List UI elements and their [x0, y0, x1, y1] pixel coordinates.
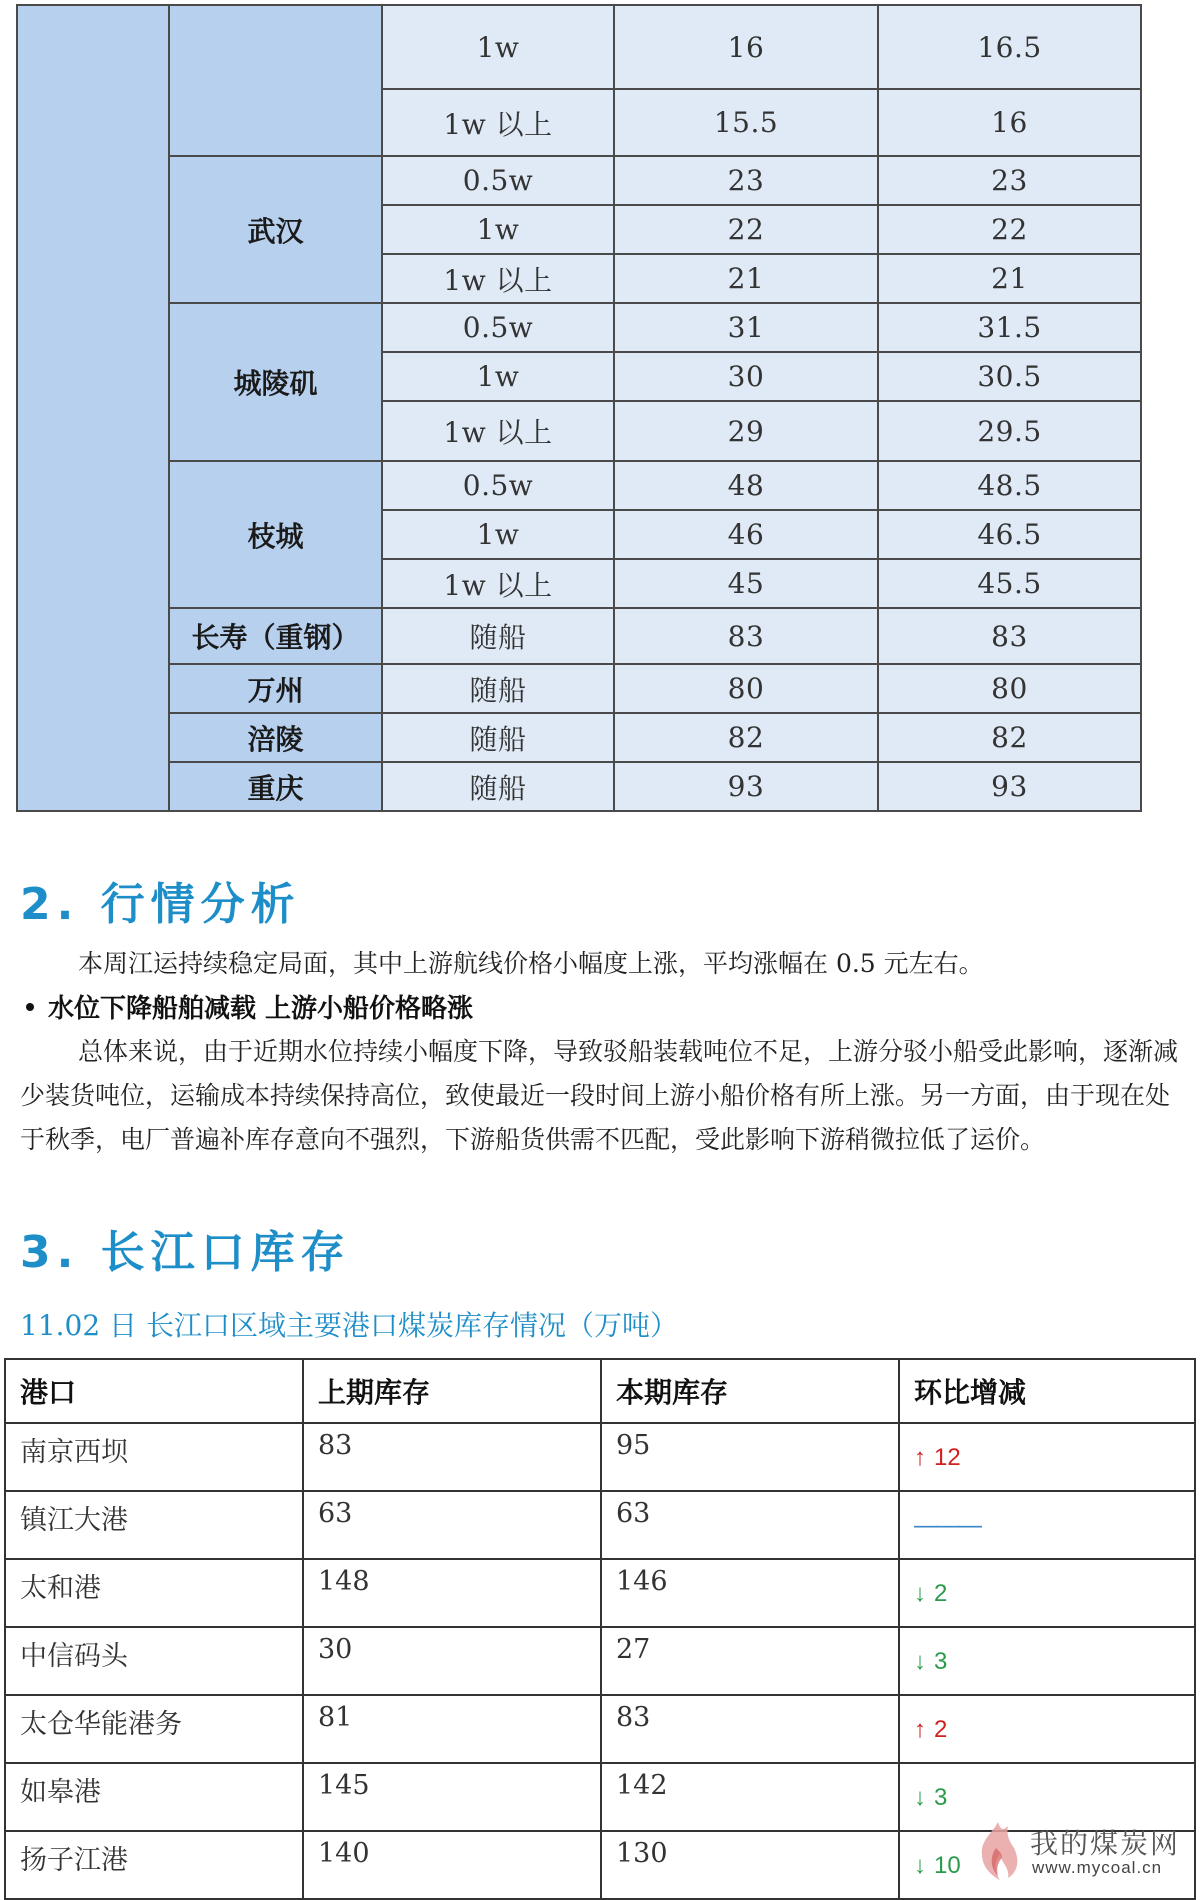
change-value: 3: [934, 1784, 948, 1811]
prev-price-cell: 30: [614, 352, 878, 401]
prev-price-cell: 48: [614, 461, 878, 510]
prev-stock-cell: 83: [303, 1423, 601, 1491]
port-cell: 中信码头: [5, 1627, 303, 1695]
change-value: 2: [934, 1716, 948, 1743]
prev-stock-cell: 148: [303, 1559, 601, 1627]
port-cell: 镇江大港: [5, 1491, 303, 1559]
curr-price-cell: 30.5: [878, 352, 1141, 401]
spec-cell: 0.5w: [382, 303, 614, 352]
intro-paragraph: 本周江运持续稳定局面，其中上游航线价格小幅度上涨，平均涨幅在 0.5 元左右。: [78, 949, 984, 978]
curr-price-cell: 48.5: [878, 461, 1141, 510]
table-row: [5, 1559, 1195, 1627]
curr-price-cell: 22: [878, 205, 1141, 254]
body-paragraph: 总体来说，由于近期水位持续小幅度下降，导致驳船装载吨位不足，上游分驳小船受此影响，逐渐减少装货吨位，运输成本持续保持高位，致使最近一段时间上游小船价格有所上涨。另一方面，由于现在处于秋季，电厂普遍补库存意向不强烈，下游船货供需不匹配，受此影响下游稍微拉低了运价。: [20, 1037, 1179, 1154]
arrow-down-icon: ↓: [914, 1580, 926, 1607]
prev-price-cell: 16: [614, 5, 878, 89]
freight-rate-table: [16, 4, 1142, 812]
change-cell: [899, 1491, 1195, 1559]
inventory-table-caption: 11.02 日 长江口区域主要港口煤炭库存情况（万吨）: [20, 1309, 678, 1342]
change-indicator: [914, 1512, 980, 1540]
curr-price-cell: 46.5: [878, 510, 1141, 559]
spec-cell: 随船: [382, 664, 614, 713]
curr-stock-cell: 27: [601, 1627, 899, 1695]
curr-stock-cell: 95: [601, 1423, 899, 1491]
bullet-dot-icon: [26, 1003, 34, 1011]
port-cell: 武汉: [169, 156, 382, 303]
column-header-port: 港口: [5, 1359, 303, 1423]
prev-stock-cell: 145: [303, 1763, 601, 1831]
table-header-row: [5, 1359, 1195, 1423]
flame-icon: [972, 1818, 1024, 1884]
curr-stock-cell: 130: [601, 1831, 899, 1899]
port-cell: 重庆: [169, 762, 382, 811]
curr-price-cell: 21: [878, 254, 1141, 303]
spec-cell: 1w: [382, 352, 614, 401]
prev-price-cell: 31: [614, 303, 878, 352]
bullet-heading-text: 水位下降船舶减载 上游小船价格略涨: [48, 994, 474, 1024]
port-cell: 太仓华能港务: [5, 1695, 303, 1763]
column-header-curr-stock: 本期库存: [601, 1359, 899, 1423]
port-cell: [169, 5, 382, 156]
port-cell: 如皋港: [5, 1763, 303, 1831]
table-row: [17, 5, 1141, 89]
table-row: [5, 1627, 1195, 1695]
change-indicator: [914, 1580, 947, 1608]
arrow-up-icon: ↑: [914, 1716, 926, 1743]
curr-price-cell: 16: [878, 89, 1141, 156]
table-row: [5, 1695, 1195, 1763]
spec-cell: 1w 以上: [382, 254, 614, 303]
prev-stock-cell: 30: [303, 1627, 601, 1695]
section-heading-inventory: 3. 长江口库存: [20, 1227, 351, 1278]
spec-cell: 1w: [382, 5, 614, 89]
change-value: 12: [934, 1444, 961, 1471]
curr-stock-cell: 146: [601, 1559, 899, 1627]
prev-price-cell: 23: [614, 156, 878, 205]
curr-stock-cell: 63: [601, 1491, 899, 1559]
curr-price-cell: 16.5: [878, 5, 1141, 89]
table-row: [17, 762, 1141, 811]
change-value: ———: [914, 1512, 980, 1539]
curr-stock-cell: 142: [601, 1763, 899, 1831]
spec-cell: 随船: [382, 608, 614, 664]
watermark-name: 我的煤炭网: [1030, 1827, 1181, 1860]
prev-price-cell: 22: [614, 205, 878, 254]
prev-stock-cell: 140: [303, 1831, 601, 1899]
change-cell: [899, 1423, 1195, 1491]
arrow-up-icon: ↑: [914, 1444, 926, 1471]
change-cell: [899, 1695, 1195, 1763]
table-row: [17, 303, 1141, 352]
arrow-down-icon: ↓: [914, 1852, 926, 1879]
spec-cell: 随船: [382, 713, 614, 762]
arrow-down-icon: ↓: [914, 1784, 926, 1811]
table-row: [5, 1491, 1195, 1559]
table-row: [5, 1423, 1195, 1491]
prev-stock-cell: 81: [303, 1695, 601, 1763]
curr-price-cell: 80: [878, 664, 1141, 713]
spec-cell: 1w: [382, 205, 614, 254]
section-heading-market-analysis: 2. 行情分析: [20, 879, 301, 930]
watermark-logo: [972, 1818, 1182, 1888]
curr-price-cell: 29.5: [878, 401, 1141, 461]
change-cell: [899, 1627, 1195, 1695]
prev-price-cell: 15.5: [614, 89, 878, 156]
curr-price-cell: 23: [878, 156, 1141, 205]
column-header-prev-stock: 上期库存: [303, 1359, 601, 1423]
table-row: [17, 664, 1141, 713]
port-cell: 长寿（重钢）: [169, 608, 382, 664]
change-value: 3: [934, 1648, 948, 1675]
bullet-heading: [26, 988, 473, 1025]
table-row: [17, 156, 1141, 205]
prev-price-cell: 21: [614, 254, 878, 303]
spec-cell: 1w 以上: [382, 401, 614, 461]
prev-price-cell: 82: [614, 713, 878, 762]
table-row: [17, 608, 1141, 664]
change-value: 2: [934, 1580, 948, 1607]
table-row: [17, 461, 1141, 510]
spec-cell: 随船: [382, 762, 614, 811]
spec-cell: 1w 以上: [382, 89, 614, 156]
port-cell: 南京西坝: [5, 1423, 303, 1491]
change-indicator: [914, 1444, 961, 1472]
prev-price-cell: 45: [614, 559, 878, 608]
change-cell: [899, 1559, 1195, 1627]
change-value: 10: [934, 1852, 961, 1879]
port-cell: 枝城: [169, 461, 382, 608]
curr-price-cell: 83: [878, 608, 1141, 664]
watermark-url: www.mycoal.cn: [1032, 1858, 1163, 1877]
region-cell: [17, 5, 169, 811]
prev-price-cell: 29: [614, 401, 878, 461]
port-cell: 扬子江港: [5, 1831, 303, 1899]
curr-price-cell: 93: [878, 762, 1141, 811]
prev-price-cell: 83: [614, 608, 878, 664]
curr-price-cell: 31.5: [878, 303, 1141, 352]
change-indicator: [914, 1648, 947, 1676]
spec-cell: 1w: [382, 510, 614, 559]
change-indicator: [914, 1852, 961, 1880]
table-row: [17, 713, 1141, 762]
change-indicator: [914, 1784, 947, 1812]
column-header-change: 环比增减: [899, 1359, 1195, 1423]
spec-cell: 0.5w: [382, 461, 614, 510]
port-cell: 涪陵: [169, 713, 382, 762]
prev-stock-cell: 63: [303, 1491, 601, 1559]
change-indicator: [914, 1716, 947, 1744]
curr-price-cell: 45.5: [878, 559, 1141, 608]
curr-stock-cell: 83: [601, 1695, 899, 1763]
prev-price-cell: 46: [614, 510, 878, 559]
port-cell: 万州: [169, 664, 382, 713]
spec-cell: 1w 以上: [382, 559, 614, 608]
arrow-down-icon: ↓: [914, 1648, 926, 1675]
prev-price-cell: 93: [614, 762, 878, 811]
port-cell: 城陵矶: [169, 303, 382, 461]
curr-price-cell: 82: [878, 713, 1141, 762]
prev-price-cell: 80: [614, 664, 878, 713]
spec-cell: 0.5w: [382, 156, 614, 205]
port-cell: 太和港: [5, 1559, 303, 1627]
